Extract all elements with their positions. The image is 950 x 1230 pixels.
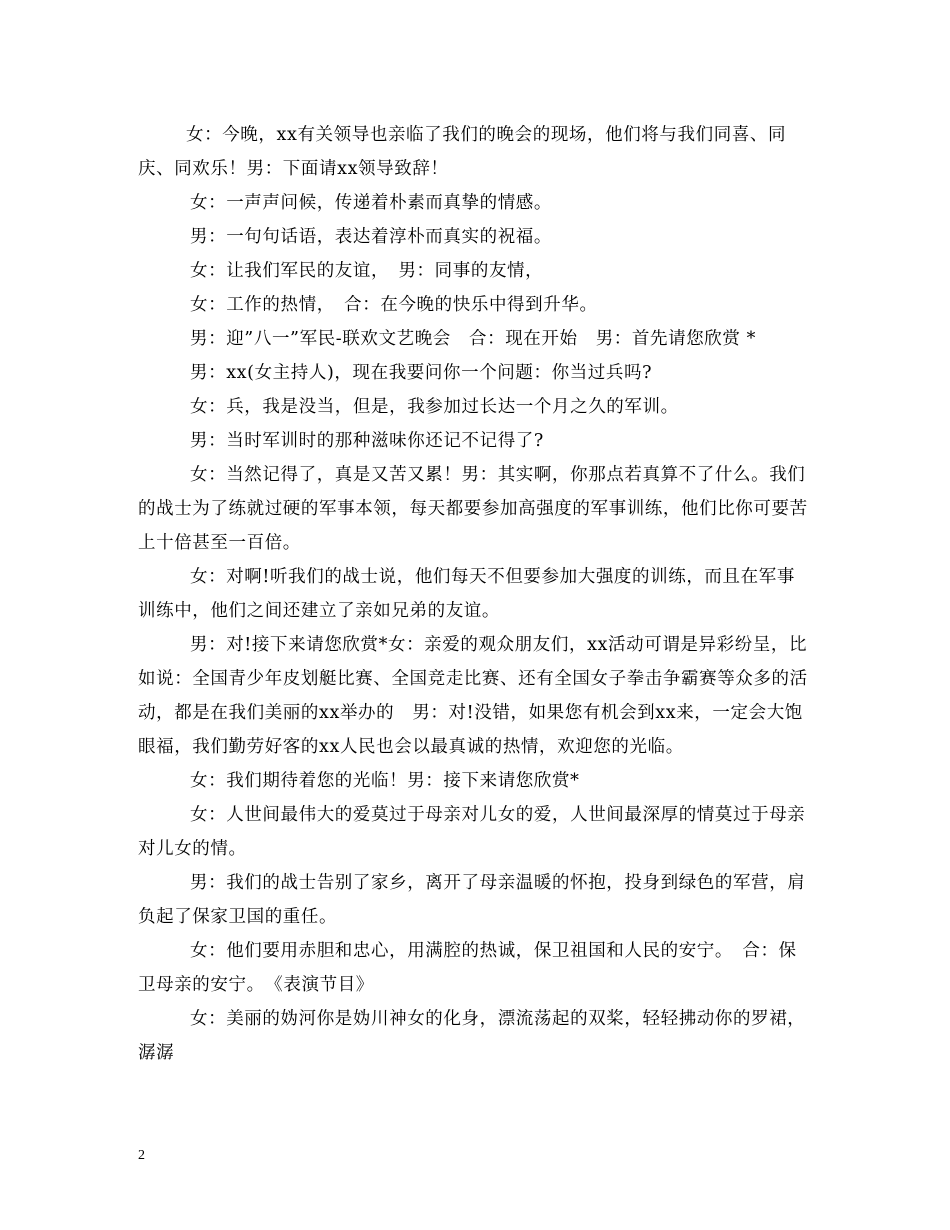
paragraph: 女：我们期待着您的光临！男：接下来请您欣赏* xyxy=(190,771,580,791)
paragraph: 女：他们要用赤胆和忠心，用满腔的热诚，保卫祖国和人民的安宁。 合：保卫母亲的安宁。 《表演节目》 xyxy=(138,941,797,995)
document-body xyxy=(138,118,810,1070)
paragraph: 女：让我们军民的友谊， 男：同事的友情， xyxy=(190,261,544,281)
paragraph: 男：我们的战士告别了家乡，离开了母亲温暖的怀抱，投身到绿色的军营，肩负起了保家卫国的重任。 xyxy=(138,873,806,927)
paragraph: 男：一句句话语，表达着淳朴而真实的祝福。 xyxy=(190,227,552,247)
paragraph: 女：当然记得了，真是又苦又累！男：其实啊，你那点若真算不了什么。我们的战士为了练就过硬的军事本领，每天都要参加高强度的军事训练，他们比你可要苦上十倍甚至一百倍。 xyxy=(138,465,808,553)
paragraph: 男：xx(女主持人)，现在我要问你一个问题：你当过兵吗? xyxy=(190,363,653,383)
paragraph: 女：美丽的妫河你是妫川神女的化身，漂流荡起的双桨，轻轻拂动你的罗裙，潺潺 xyxy=(138,1009,806,1063)
paragraph: 男：迎”八一”军民-联欢文艺晚会 合：现在开始 男：首先请您欣赏 * xyxy=(190,329,757,349)
page-number: 2 xyxy=(138,1148,145,1163)
paragraph: 女：兵，我是没当，但是，我参加过长达一个月之久的军训。 xyxy=(190,397,679,417)
paragraph: 女：人世间最伟大的爱莫过于母亲对儿女的爱，人世间最深厚的情莫过于母亲对儿女的情。 xyxy=(138,805,806,859)
paragraph: 女：一声声问候，传递着朴素而真挚的情感。 xyxy=(190,193,552,213)
paragraph: 女：今晚，xx有关领导也亲临了我们的晚会的现场，他们将与我们同喜、同庆、同欢乐！男：下面请xx领导致辞！ xyxy=(138,125,787,179)
paragraph: 女：工作的热情， 合：在今晚的快乐中得到升华。 xyxy=(190,295,598,315)
paragraph: 男：对!接下来请您欣赏*女：亲爱的观众朋友们，xx活动可谓是异彩纷呈，比如说：全国青少年皮划艇比赛、全国竞走比赛、还有全国女子拳击争霸赛等众多的活动，都是在我们美丽的xx举办的 男：对!没错，如果您有机会到xx来，一定会大饱眼福，我们勤劳好客的xx人民也会以最真诚的热情，欢迎您的光临。 xyxy=(138,635,808,757)
paragraph: 女：对啊!听我们的战士说，他们每天不但要参加大强度的训练，而且在军事训练中，他们之间还建立了亲如兄弟的友谊。 xyxy=(138,567,795,621)
paragraph: 男：当时军训时的那种滋味你还记不记得了? xyxy=(190,431,544,451)
